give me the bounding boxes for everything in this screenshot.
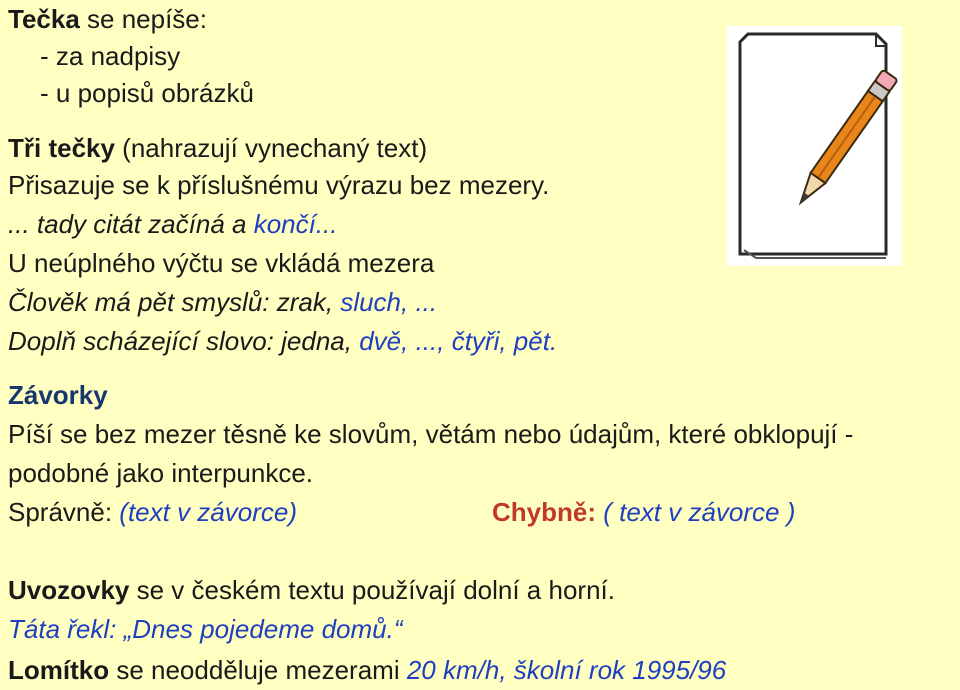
zavorky-rule-line-2: podobné jako interpunkce. (8, 458, 314, 488)
zavorky-rule-line-1: Píší se bez mezer těsně ke slovům, větám nebo údajům, které obklopují - (8, 419, 854, 449)
lomitko-example: 20 km/h, školní rok 1995/96 (406, 655, 727, 685)
zavorky-title: Závorky (8, 380, 108, 410)
wrong-label: Chybně: (492, 497, 604, 527)
example-2-highlight: sluch, ... (340, 287, 438, 317)
tecka-item-2: - u popisů obrázků (40, 78, 254, 108)
uvozovky-title-rest: se v českém textu používají dolní a horní. (129, 575, 615, 605)
correct-example: (text v závorce) (119, 497, 298, 527)
example-2-text: Člověk má pět smyslů: zrak, (8, 287, 341, 317)
tri-tecky-title: Tři tečky (8, 133, 115, 163)
tri-tecky-heading-line (8, 131, 427, 165)
tri-tecky-rule-1: Přisazuje se k příslušnému výrazu bez mezery. (8, 170, 550, 200)
example-1-highlight: končí... (253, 209, 338, 239)
correct-label: Správně: (8, 497, 120, 527)
tri-tecky-example-2 (8, 285, 437, 319)
tecka-title: Tečka (8, 4, 80, 34)
uvozovky-title: Uvozovky (8, 575, 130, 605)
tri-tecky-rule-2: U neúplného výčtu se vkládá mezera (8, 248, 435, 278)
uvozovky-example: Táta řekl: „Dnes pojedeme domů.“ (8, 614, 403, 644)
tri-tecky-example-1 (8, 207, 338, 241)
example-3-highlight: dvě, ..., čtyři, pět. (359, 326, 558, 356)
lomitko-title: Lomítko (8, 655, 110, 685)
tecka-heading-line (8, 2, 207, 36)
lomitko-line (8, 653, 726, 687)
zavorky-wrong-line (492, 495, 795, 529)
example-1-text: ... tady citát začíná a (8, 209, 254, 239)
zavorky-correct-line (8, 495, 297, 529)
lomitko-title-rest: se neodděluje mezerami (109, 655, 407, 685)
uvozovky-heading-line (8, 573, 615, 607)
tri-tecky-title-rest: (nahrazují vynechaný text) (114, 133, 428, 163)
wrong-example: ( text v závorce ) (603, 497, 796, 527)
tecka-title-rest: se nepíše: (79, 4, 207, 34)
example-3-text: Doplň scházející slovo: jedna, (8, 326, 360, 356)
tri-tecky-example-3 (8, 324, 557, 358)
tecka-item-1: - za nadpisy (40, 41, 181, 71)
paper-and-pencil-icon (726, 26, 902, 266)
